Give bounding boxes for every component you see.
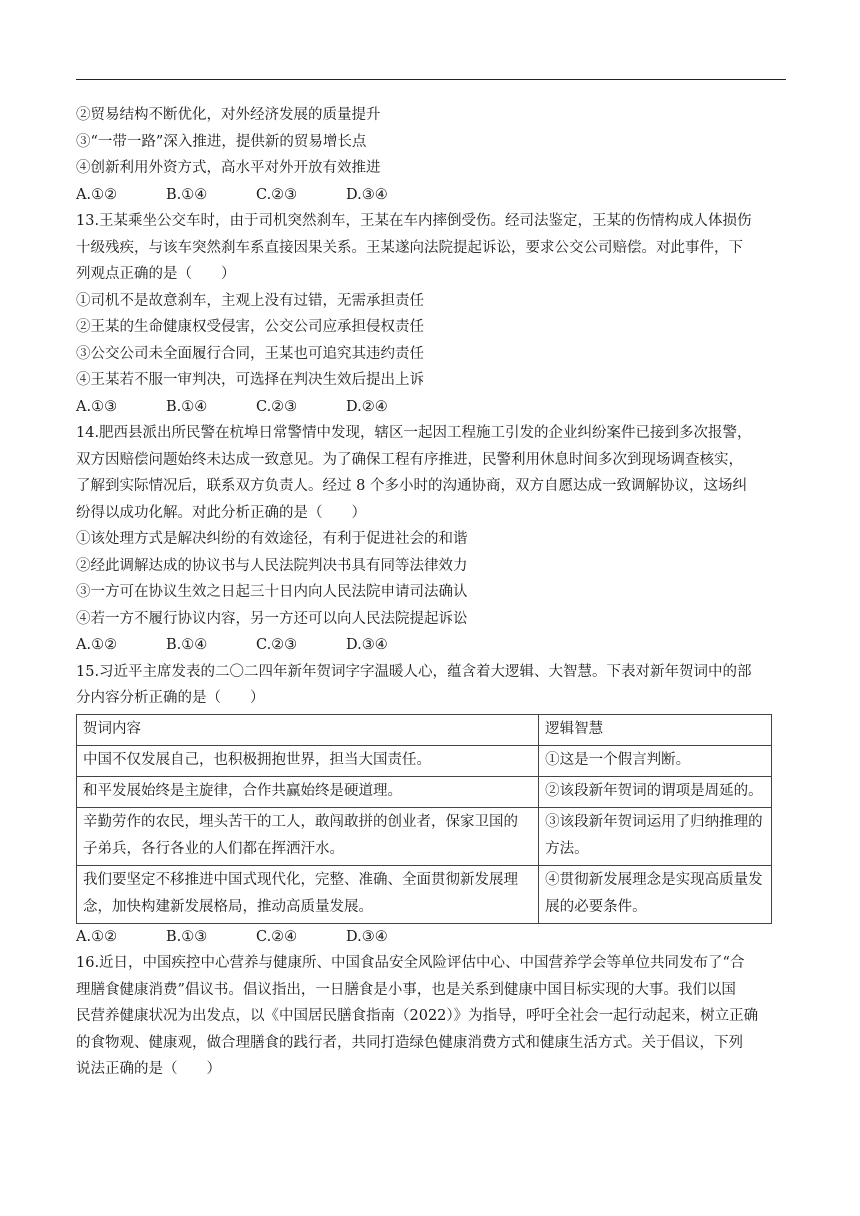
q13-choice-b: B.①④ xyxy=(166,398,208,415)
q12-answer-choices xyxy=(76,182,788,209)
q16-stem-line: 说法正确的是（ ） xyxy=(76,1061,221,1077)
table-header-row xyxy=(77,714,772,745)
table-cell: 和平发展始终是主旋律，合作共赢始终是硬道理。 xyxy=(77,776,539,807)
q13-choice-d: D.②④ xyxy=(346,398,388,415)
header-rule xyxy=(76,79,786,80)
q14-answer-choices xyxy=(76,632,788,659)
q14-stem-line: 14.肥西县派出所民警在杭埠日常警情中发现，辖区一起因工程施工引发的企业纠纷案件已接到多次报警， xyxy=(76,425,752,441)
q13-option-3: ③公交公司未全面履行合同，王某也可追究其违约责任 xyxy=(76,345,424,362)
q15-answer-choices xyxy=(76,924,788,951)
q14-option-3: ③一方可在协议生效之日起三十日内向人民法院申请司法确认 xyxy=(76,584,468,600)
q14-option-4: ④若一方不履行协议内容，另一方还可以向人民法院提起诉讼 xyxy=(76,610,468,627)
table-header-content: 贺词内容 xyxy=(77,714,539,745)
table-cell: 辛勤劳作的农民，埋头苦干的工人，敢闯敢拼的创业者，保家卫国的子弟兵，各行各业的人们都在挥洒汗水。 xyxy=(77,807,539,865)
q13-choice-a: A.①③ xyxy=(76,398,118,415)
q15-stem-line: 15.习近平主席发表的二〇二四年新年贺词字字温暖人心，蕴含着大逻辑、大智慧。下表对新年贺词中的部 xyxy=(76,663,752,680)
q15-choice-c: C.②④ xyxy=(256,928,298,945)
q14-choice-b: B.①④ xyxy=(166,637,208,653)
q15-stem-line: 分内容分析正确的是（ ） xyxy=(76,690,265,706)
q13-option-4: ④王某若不服一审判决，可选择在判决生效后提出上诉 xyxy=(76,372,424,388)
q13-option-2: ②王某的生命健康权受侵害，公交公司应承担侵权责任 xyxy=(76,319,424,335)
q14-option-2: ②经此调解达成的协议书与人民法院判决书具有同等法律效力 xyxy=(76,557,468,574)
q14-stem-line: 了解到实际情况后，联系双方负责人。经过 8 个多小时的沟通协商，双方自愿达成一致调解协议，这场纠 xyxy=(76,478,747,494)
q13-stem-line: 列观点正确的是（ ） xyxy=(76,266,236,282)
q13-choice-c: C.②③ xyxy=(256,398,298,415)
table-cell: ①这是一个假言判断。 xyxy=(539,745,772,776)
q15-analysis-table xyxy=(76,714,772,924)
q16-stem-line: 理膳食健康消费”倡议书。倡议指出，一日膳食是小事，也是关系到健康中国目标实现的大事。我们以国 xyxy=(76,981,736,998)
q15-choice-b: B.①③ xyxy=(166,928,208,945)
q14-choice-c: C.②③ xyxy=(256,637,298,653)
q13-stem-line: 十级残疾，与该车突然刹车系直接因果关系。王某遂向法院提起诉讼，要求公交公司赔偿。对此事件，下 xyxy=(76,239,743,256)
q12-choice-d: D.③④ xyxy=(346,186,388,203)
exam-page-content xyxy=(76,102,788,1083)
q12-choice-b: B.①④ xyxy=(166,186,208,203)
q13-option-1: ①司机不是故意刹车，主观上没有过错，无需承担责任 xyxy=(76,292,424,309)
table-row xyxy=(77,776,772,807)
question-16 xyxy=(76,950,788,1083)
q14-choice-d: D.③④ xyxy=(346,637,388,653)
q12-choice-a: A.①② xyxy=(76,186,118,203)
question-13 xyxy=(76,208,788,420)
table-cell: ④贯彻新发展理念是实现高质量发展的必要条件。 xyxy=(539,865,772,923)
question-14 xyxy=(76,420,788,659)
table-cell: ②该段新年贺词的谓项是周延的。 xyxy=(539,776,772,807)
q16-stem-line: 16.近日，中国疾控中心营养与健康所、中国食品安全风险评估中心、中国营养学会等单位共同发布了“合 xyxy=(76,955,745,971)
q14-option-1: ①该处理方式是解决纠纷的有效途径，有利于促进社会的和谐 xyxy=(76,531,468,547)
table-row xyxy=(77,807,772,865)
q13-answer-choices xyxy=(76,394,788,421)
q15-choice-d: D.③④ xyxy=(346,928,388,945)
q14-choice-a: A.①② xyxy=(76,637,118,653)
table-cell: ③该段新年贺词运用了归纳推理的方法。 xyxy=(539,807,772,865)
q12-option-3: ③“一带一路”深入推进，提供新的贸易增长点 xyxy=(76,133,367,150)
q14-stem-line: 双方因赔偿问题始终未达成一致意见。为了确保工程有序推进，民警利用休息时间多次到现场调查核实， xyxy=(76,451,743,468)
q12-choice-c: C.②③ xyxy=(256,186,298,203)
q13-stem-line: 13.王某乘坐公交车时，由于司机突然刹车，王某在车内摔倒受伤。经司法鉴定，王某的伤情构成人体损伤 xyxy=(76,213,752,229)
question-15 xyxy=(76,659,788,951)
table-row xyxy=(77,865,772,923)
q16-stem-line: 的食物观、健康观，做合理膳食的践行者，共同打造绿色健康消费方式和健康生活方式。关于倡议，下列 xyxy=(76,1034,743,1051)
table-cell: 我们要坚定不移推进中国式现代化，完整、准确、全面贯彻新发展理念，加快构建新发展格局，推动高质量发展。 xyxy=(77,865,539,923)
q15-choice-a: A.①② xyxy=(76,928,118,945)
q12-option-4: ④创新利用外资方式，高水平对外开放有效推进 xyxy=(76,160,381,176)
q14-stem-line: 纷得以成功化解。对此分析正确的是（ ） xyxy=(76,504,366,521)
table-header-logic: 逻辑智慧 xyxy=(539,714,772,745)
q12-option-2: ②贸易结构不断优化，对外经济发展的质量提升 xyxy=(76,107,381,123)
table-row xyxy=(77,745,772,776)
q12-options xyxy=(76,102,788,182)
q16-stem-line: 民营养健康状况为出发点，以《中国居民膳食指南（2022）》为指导，呼吁全社会一起行动起来，树立正确 xyxy=(76,1008,759,1024)
table-cell: 中国不仅发展自己，也积极拥抱世界，担当大国责任。 xyxy=(77,745,539,776)
